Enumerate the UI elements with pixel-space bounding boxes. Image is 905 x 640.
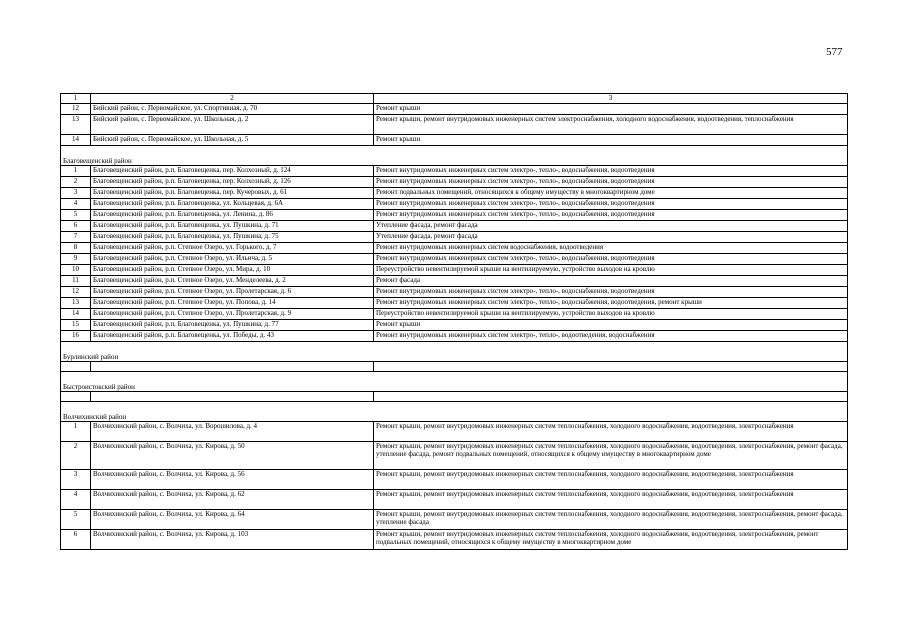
row-number: 13	[61, 298, 91, 309]
row-works: Ремонт крыши, ремонт внутридомовых инженерных систем теплоснабжения, холодного водоснабжения, водоотведения, электроснабжения, ремонт подвальных помещений, относящихся к общему имуществу в многоквартирном доме	[374, 530, 848, 550]
row-address: Благовещенский район, р.п. Степное Озеро, ул. Ильича, д. 5	[91, 254, 374, 265]
row-address: Благовещенский район, р.п. Степное Озеро, ул. Мира, д. 10	[91, 265, 374, 276]
region-heading: Бурлинский район	[61, 352, 848, 362]
row-number: 5	[61, 210, 91, 221]
table-row	[61, 135, 848, 146]
row-number: 2	[61, 177, 91, 188]
row-address: Благовещенский район, р.п. Благовещенка, пер. Колхозный, д. 126	[91, 177, 374, 188]
row-number: 8	[61, 243, 91, 254]
row-works: Ремонт крыши, ремонт внутридомовых инженерных систем электроснабжения, холодного водоснабжения, водоотведения, теплоснабжения	[374, 115, 848, 135]
page-number: 577	[826, 46, 843, 58]
row-works: Ремонт крыши, ремонт внутридомовых инженерных систем теплоснабжения, холодного водоснабжения, водоотведения, электроснабжения, ремонт фасада, утепление фасада	[374, 510, 848, 530]
row-works: Ремонт крыши	[374, 320, 848, 331]
row-number: 4	[61, 199, 91, 210]
spacer-cell	[61, 372, 848, 383]
spacer-row	[61, 372, 848, 383]
table-row	[61, 530, 848, 550]
row-address: Бийский район, с. Первомайское, ул. Спортивная, д. 70	[91, 104, 374, 115]
row-works: Переустройство невентилируемой крыши на вентилируемую, устройство выходов на кровлю	[374, 265, 848, 276]
table-row	[61, 104, 848, 115]
row-address: Волчихинский район, с. Волчиха, ул. Кирова, д. 56	[91, 470, 374, 490]
empty-cell	[91, 362, 374, 372]
row-address: Волчихинский район, с. Волчиха, ул. Кирова, д. 64	[91, 510, 374, 530]
row-works: Утепление фасада, ремонт фасада	[374, 232, 848, 243]
empty-cell	[91, 392, 374, 402]
row-works: Ремонт крыши, ремонт внутридомовых инженерных систем теплоснабжения, холодного водоснабжения, водоотведения, электроснабжения, ремонт фасада, утепление фасада, ремонт подвальных помещений, относящихся к общему имуществу в многоквартирном доме	[374, 442, 848, 470]
table-row	[61, 243, 848, 254]
table-row	[61, 320, 848, 331]
row-number: 5	[61, 510, 91, 530]
row-address: Благовещенский район, р.п. Благовещенка, пер. Кучеровых, д. 61	[91, 188, 374, 199]
spacer-row	[61, 402, 848, 413]
row-number: 12	[61, 104, 91, 115]
row-works: Ремонт внутридомовых инженерных систем электро-, тепло-, водоотведения, водоснабжения	[374, 331, 848, 342]
region-heading-row	[61, 156, 848, 166]
table-row	[61, 232, 848, 243]
row-number: 4	[61, 490, 91, 510]
table-row	[61, 265, 848, 276]
table-row	[61, 287, 848, 298]
row-works: Утепление фасада, ремонт фасада	[374, 221, 848, 232]
row-number: 10	[61, 265, 91, 276]
row-number: 12	[61, 287, 91, 298]
row-number: 14	[61, 135, 91, 146]
row-number: 15	[61, 320, 91, 331]
row-address: Волчихинский район, с. Волчиха, ул. Ворошилова, д. 4	[91, 422, 374, 442]
row-number: 7	[61, 232, 91, 243]
row-address: Благовещенский район, р.п. Благовещенка, пер. Колхозный, д. 124	[91, 166, 374, 177]
region-heading: Быстроистокский район	[61, 382, 848, 392]
row-number: 1	[61, 422, 91, 442]
empty-cell	[61, 362, 91, 372]
table-row	[61, 422, 848, 442]
row-works: Ремонт внутридомовых инженерных систем электро-, тепло-, водоснабжения, водоотведения	[374, 177, 848, 188]
table-row	[61, 470, 848, 490]
table-row	[61, 177, 848, 188]
column-header-3: 3	[374, 94, 848, 104]
row-number: 3	[61, 470, 91, 490]
row-works: Ремонт крыши, ремонт внутридомовых инженерных систем теплоснабжения, холодного водоснабжения, водоотведения, электроснабжения	[374, 470, 848, 490]
table-row	[61, 210, 848, 221]
row-number: 1	[61, 166, 91, 177]
empty-row	[61, 392, 848, 402]
row-works: Ремонт внутридомовых инженерных систем электро-, тепло-, водоснабжения, водоотведения	[374, 287, 848, 298]
row-works: Ремонт внутридомовых инженерных систем электро-, тепло-, водоснабжения, водоотведения, ремонт крыши	[374, 298, 848, 309]
region-heading: Волчихинский район	[61, 412, 848, 422]
row-address: Благовещенский район, р.п. Благовещенка, ул. Пушкина, д. 75	[91, 232, 374, 243]
table-row	[61, 442, 848, 470]
row-number: 6	[61, 530, 91, 550]
row-works: Переустройство невентилируемой крыши на вентилируемую, устройство выходов на кровлю	[374, 309, 848, 320]
row-works: Ремонт внутридомовых инженерных систем электро-, тепло-, водоснабжения, водоотведения	[374, 254, 848, 265]
row-works: Ремонт крыши	[374, 135, 848, 146]
row-works: Ремонт фасада	[374, 276, 848, 287]
table-row	[61, 490, 848, 510]
row-address: Волчихинский район, с. Волчиха, ул. Кирова, д. 50	[91, 442, 374, 470]
row-address: Волчихинский район, с. Волчиха, ул. Кирова, д. 103	[91, 530, 374, 550]
table-row	[61, 510, 848, 530]
row-address: Благовещенский район, р.п. Степное Озеро, ул. Менделеева, д. 2	[91, 276, 374, 287]
row-works: Ремонт крыши, ремонт внутридомовых инженерных систем теплоснабжения, холодного водоснабжения, водоотведения, электроснабжения	[374, 422, 848, 442]
region-heading-row	[61, 412, 848, 422]
column-header-row	[61, 94, 848, 104]
table-body	[61, 94, 848, 550]
repair-program-table	[60, 93, 848, 550]
row-address: Благовещенский район, р.п. Степное Озеро, ул. Горького, д. 7	[91, 243, 374, 254]
spacer-row	[61, 342, 848, 353]
row-number: 16	[61, 331, 91, 342]
row-number: 2	[61, 442, 91, 470]
region-heading-row	[61, 382, 848, 392]
table-row	[61, 298, 848, 309]
row-address: Благовещенский район, р.п. Благовещенка, ул. Победы, д. 43	[91, 331, 374, 342]
row-works: Ремонт внутридомовых инженерных систем электро-, тепло-, водоснабжения, водоотведения	[374, 199, 848, 210]
row-works: Ремонт внутридомовых инженерных систем водоснабжения, водоотведения	[374, 243, 848, 254]
column-header-1: 1	[61, 94, 91, 104]
row-works: Ремонт внутридомовых инженерных систем электро-, тепло-, водоснабжения, водоотведения	[374, 166, 848, 177]
empty-cell	[374, 362, 848, 372]
row-address: Благовещенский район, р.п. Степное Озеро, ул. Пролетарская, д. 6	[91, 287, 374, 298]
region-heading-row	[61, 352, 848, 362]
table-row	[61, 188, 848, 199]
row-number: 11	[61, 276, 91, 287]
row-number: 14	[61, 309, 91, 320]
region-heading: Благовещенский район	[61, 156, 848, 166]
row-address: Благовещенский район, р.п. Благовещенка, ул. Пушкина, д. 77	[91, 320, 374, 331]
table-row	[61, 331, 848, 342]
table-row	[61, 199, 848, 210]
row-works: Ремонт крыши, ремонт внутридомовых инженерных систем теплоснабжения, холодного водоснабжения, водоотведения, электроснабжения	[374, 490, 848, 510]
row-number: 3	[61, 188, 91, 199]
table-row	[61, 276, 848, 287]
table-row	[61, 221, 848, 232]
table-row	[61, 166, 848, 177]
row-address: Благовещенский район, р.п. Благовещенка, ул. Кольцевая, д. 6А	[91, 199, 374, 210]
row-address: Благовещенский район, р.п. Степное Озеро, ул. Пролетарская, д. 9	[91, 309, 374, 320]
column-header-2: 2	[91, 94, 374, 104]
row-works: Ремонт подвальных помещений, относящихся к общему имуществу в многоквартирном доме	[374, 188, 848, 199]
row-number: 6	[61, 221, 91, 232]
table-row	[61, 115, 848, 135]
row-works: Ремонт крыши	[374, 104, 848, 115]
empty-row	[61, 362, 848, 372]
row-works: Ремонт внутридомовых инженерных систем электро-, тепло-, водоснабжения, водоотведения	[374, 210, 848, 221]
spacer-cell	[61, 342, 848, 353]
row-address: Бийский район, с. Первомайское, ул. Школьная, д. 2	[91, 115, 374, 135]
row-address: Благовещенский район, р.п. Благовещенка, ул. Пушкина, д. 71	[91, 221, 374, 232]
row-number: 13	[61, 115, 91, 135]
empty-cell	[374, 392, 848, 402]
row-number: 9	[61, 254, 91, 265]
row-address: Благовещенский район, р.п. Благовещенка, ул. Ленина, д. 86	[91, 210, 374, 221]
row-address: Волчихинский район, с. Волчиха, ул. Кирова, д. 62	[91, 490, 374, 510]
table-row	[61, 254, 848, 265]
row-address: Бийский район, с. Первомайское, ул. Школьная, д. 5	[91, 135, 374, 146]
row-address: Благовещенский район, р.п. Степное Озеро, ул. Попова, д. 14	[91, 298, 374, 309]
table-row	[61, 309, 848, 320]
spacer-row	[61, 146, 848, 157]
empty-cell	[61, 392, 91, 402]
spacer-cell	[61, 402, 848, 413]
spacer-cell	[61, 146, 848, 157]
